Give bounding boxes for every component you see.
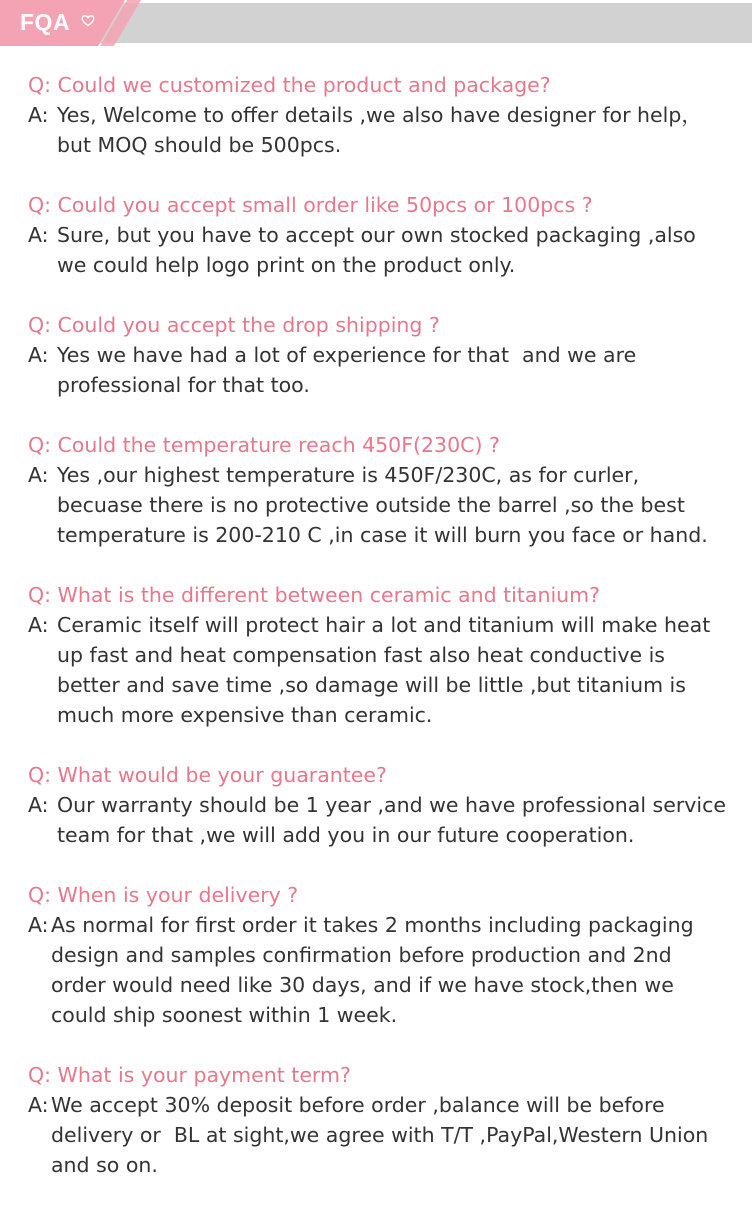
answer-line: Yes ,our highest temperature is 450F/230C, as for curler,	[57, 463, 640, 487]
answer-line: we could help logo print on the product only.	[57, 253, 516, 277]
answer-prefix: A:	[28, 913, 49, 937]
faq-item	[28, 1060, 740, 1180]
faq-question: Q: What would be your guarantee?	[28, 763, 387, 787]
faq-header	[0, 0, 752, 46]
faq-question: Q: Could the temperature reach 450F(230C) ?	[28, 433, 500, 457]
faq-question: Q: What is your payment term?	[28, 1063, 351, 1087]
faq-item	[28, 190, 740, 280]
answer-line: design and samples confirmation before production and 2nd	[51, 943, 672, 967]
faq-item	[28, 430, 740, 550]
faq-answer	[28, 790, 740, 850]
answer-line: Yes we have had a lot of experience for that and we are	[57, 343, 637, 367]
answer-line: Ceramic itself will protect hair a lot and titanium will make heat	[57, 613, 711, 637]
faq-question: Q: Could we customized the product and package?	[28, 73, 551, 97]
faq-answer	[28, 100, 740, 160]
answer-prefix: A:	[28, 103, 49, 127]
answer-line: We accept 30% deposit before order ,balance will be before	[51, 1093, 665, 1117]
answer-line: temperature is 200-210 C ,in case it will burn you face or hand.	[57, 523, 708, 547]
faq-item	[28, 880, 740, 1030]
faq-question: Q: When is your delivery ?	[28, 883, 299, 907]
faq-item	[28, 760, 740, 850]
answer-prefix: A:	[28, 613, 49, 637]
faq-answer	[28, 610, 740, 730]
answer-line: delivery or BL at sight,we agree with T/T ,PayPal,Western Union	[51, 1123, 709, 1147]
answer-line: Sure, but you have to accept our own stocked packaging ,also	[57, 223, 696, 247]
page-title: FQA	[20, 9, 71, 35]
answer-line: much more expensive than ceramic.	[57, 703, 433, 727]
answer-line: up fast and heat compensation fast also heat conductive is	[57, 643, 665, 667]
header-banner	[0, 0, 752, 46]
faq-question: Q: Could you accept the drop shipping ?	[28, 313, 440, 337]
faq-answer	[28, 910, 740, 1030]
answer-prefix: A:	[28, 793, 49, 817]
faq-question: Q: Could you accept small order like 50pcs or 100pcs ?	[28, 193, 593, 217]
answer-line: order would need like 30 days, and if we have stock,then we	[51, 973, 674, 997]
answer-line: better and save time ,so damage will be little ,but titanium is	[57, 673, 686, 697]
faq-question: Q: What is the different between ceramic and titanium?	[28, 583, 601, 607]
answer-line: but MOQ should be 500pcs.	[57, 133, 342, 157]
faq-list	[28, 70, 740, 1210]
answer-line: becuase there is no protective outside the barrel ,so the best	[57, 493, 685, 517]
answer-line: and so on.	[51, 1153, 158, 1177]
answer-line: professional for that too.	[57, 373, 310, 397]
answer-line: could ship soonest within 1 week.	[51, 1003, 398, 1027]
answer-prefix: A:	[28, 343, 49, 367]
answer-line: As normal for first order it takes 2 months including packaging	[51, 913, 694, 937]
heart-outline-icon	[80, 12, 96, 28]
answer-line: Our warranty should be 1 year ,and we have professional service	[57, 793, 726, 817]
faq-item	[28, 70, 740, 160]
faq-item	[28, 580, 740, 730]
faq-answer	[28, 340, 740, 400]
faq-answer	[28, 1090, 740, 1180]
answer-line: team for that ,we will add you in our future cooperation.	[57, 823, 635, 847]
faq-answer	[28, 460, 740, 550]
answer-line: Yes, Welcome to offer details ,we also have designer for help，	[57, 103, 702, 127]
answer-prefix: A:	[28, 1093, 49, 1117]
answer-prefix: A:	[28, 223, 49, 247]
faq-answer	[28, 220, 740, 280]
answer-prefix: A:	[28, 463, 49, 487]
faq-item	[28, 310, 740, 400]
